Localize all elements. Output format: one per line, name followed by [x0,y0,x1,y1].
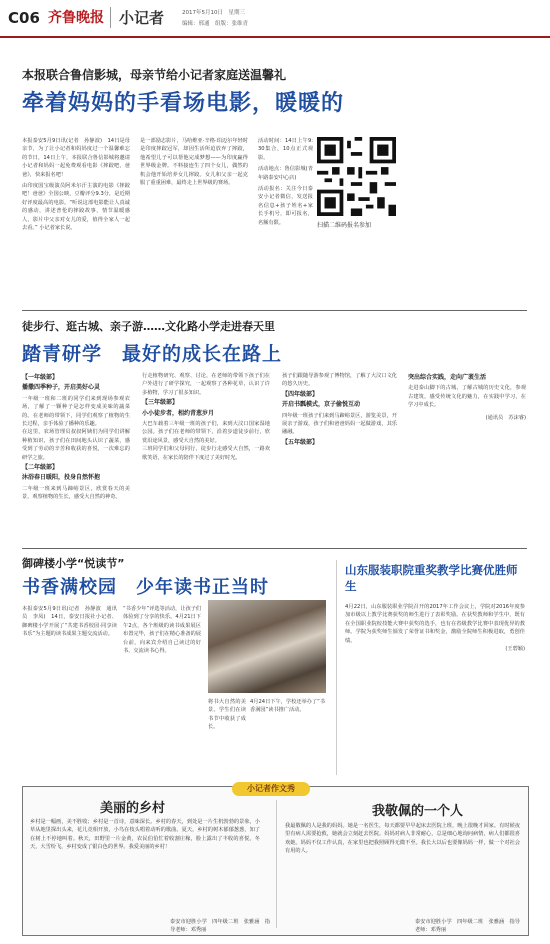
book-fair-photo [208,600,326,693]
grade-heading: 【五年级部】 [282,438,319,446]
column-rule [276,800,277,928]
story3-paragraph: “书香少年”评选等活动，让孩子们体验到了分享的快乐。4月21日下午2点，各个班级的读书成果展区布置完毕，孩子们在精心准备的展台前，向来宾介绍自己读过的好书，交流读书心得。 [123,606,201,655]
story2-paragraph: 行走植物研究、观察、讨论，在老师的带领下孩子们在户外进行了研学探究，一起观察了各种花草，认识了许多植物，学习了很多知识。 [142,373,270,396]
section-divider [22,548,527,549]
grade-heading: 【一年级部】 [22,374,59,381]
event-time: 活动时间：14日上午9:30集合，10点正式观影。 [258,138,313,161]
story3-caption: 4月24日下午，学校还举办了“书香满园”读书推广活动。 [250,699,325,714]
story2-paragraph: 二年级一班来到马蹄峪景区，欣赏春天的美景，观察植物的生长，感受大自然的神奇。 [22,485,130,501]
story1-column-1 [22,137,130,297]
story4-body [345,603,525,763]
essay1-author: 泰安市迎胜小学 四年级二班 张雅涵 指导老师：邓秀丽 [170,919,270,934]
grade-heading: 【二年级部】 [22,464,59,472]
column-rule [336,560,337,775]
story2-paragraph: 走进泰山脚下的古城，了解古城的历史文化，参观古建筑，感受传统文化的魅力，在实践中学习，在学习中成长。 [408,385,526,409]
story4-byline: (王碧颖) [505,646,525,653]
essay2-body: 我最敬佩的人是我的妈妈。她是一名医生，每天都要早早起床去医院上班，晚上很晚才回家。有时候夜里有病人需要抢救，她就会立刻赶去医院。妈妈对病人非常耐心，总是细心地询问病情，病人们都很喜欢她。妈妈不仅工作认真，在家里也把我照顾得无微不至。我长大以后也要像妈妈一样，做一个对社会有用的人。 [285,823,520,855]
grade-subheading: 播撒四季种子，开启美好心灵 [22,384,101,392]
essay1-body: 乡村是一幅画，美不胜收；乡村是一首诗，意味深长。乡村的春天，到处是一片生机勃勃的景象，小草从地里探出头来，花儿竞相开放，小鸟在枝头唱着动听的歌曲。夏天，乡村的树木郁郁葱葱，知了在树上不停地叫着。秋天，田野里一片金黄，农民伯伯忙着收割庄稼，脸上露出了丰收的喜悦。冬天，大雪纷飞，乡村变成了银白色的世界。我爱美丽的乡村！ [30,819,260,851]
story1-headline: 牵着妈妈的手看场电影，暖暖的 [22,91,345,116]
editor-credits: 编辑：邢通 组版：张维青 [182,21,249,27]
story3-paragraph: 本报泰安5月9日讯(记者 孙静波 通讯员 李凤) 14日，泰安日报社小记者、御碑楼小学开展了“共建书香校园·同享读书乐”为主题的读书成果主题交流活动。 [22,606,117,638]
grade-subheading: 沐浴春日暖阳，投身自然怀抱 [22,474,101,482]
story1-paragraph: 由印度国宝级演员阿米尔汗主演的电影《摔跤吧！爸爸》全国公映，豆瓣评分9.3分，是近期好评度最高的电影。“听说这部电影能让人真诚的感动，讲述普伦的摔跤故事，情节温暖感人，影片中父亲对女儿的爱，值得全家人一起去看。” 小记者家长说。 [22,183,130,232]
story1-column-3 [258,137,313,297]
story3-headline: 书香满校园 少年读书正当时 [22,577,269,598]
story3-column-2 [123,605,201,775]
section-divider [22,310,527,311]
story2-column-2 [142,372,270,537]
story4-paragraph: 4月22日，山东服装职业学院召开的2017年工作会议上，学院对2016年度参加市级以上教学比赛获奖的师生进行了表彰奖励。在获奖教师和学生中，既有在全国职业院校技能大赛中获奖的选手，也有在省级教学比赛中表现优异的教师。学院为获奖师生颁发了荣誉证书和奖金，激励全院师生积极进取，勇创佳绩。 [345,604,525,644]
page-number: C06 [8,9,40,27]
story4-headline: 山东服装职院重奖教学比赛优胜师生 [345,563,518,593]
story3-kicker: 御碑楼小学“悦读节” [22,557,125,570]
story2-paragraph: 一年级一班和二班的同学们来到现场参观农场，了解了一颗种子是怎样变成美味的蔬菜的。在老师的带领下，同学们观察了植物的生长过程，亲手体验了播种的乐趣。 [22,395,130,428]
qr-caption: 扫描二维码报名参加 [317,222,372,229]
section-title: 小记者 [110,7,164,28]
newspaper-logo: 齐鲁晚报 [48,10,104,26]
grade-heading: 【三年级部】 [142,399,179,407]
story2-byline: (通讯员 苏沫睿) [485,414,526,421]
grade-subheading: 突出综合实践，走向广袤生活 [408,374,487,381]
grade-subheading: 开启书瓢模式，京子偷悦互动 [282,401,361,409]
story2-paragraph: 三班同学们和父母同行，徒步行走感受大自然，一路欢歌笑语，在家长的陪伴下度过了美好时光。 [142,446,270,461]
story2-column-4 [408,372,526,537]
grade-subheading: 小小徒步者，相约青葱岁月 [142,409,215,417]
story2-paragraph: 四年级一班孩子们来到马蹄峪景区，游览美景，开展亲子游戏，孩子们和爸爸妈妈一起做游戏，其乐融融。 [282,412,397,436]
story1-lead: 本报泰安5月9日讯(记者 孙静波) 14日是母亲节，为了让小记者和妈妈度过一个温馨难忘的节日，14日上午，本报联合鲁信影城将邀请小记者和妈妈一起免费观看电影《摔跤吧，爸爸》，快来报名吧！ [22,138,130,178]
qr-code[interactable] [317,137,396,216]
qr-code-icon [317,137,396,216]
essay1-title: 美丽的乡村 [100,801,166,816]
story2-paragraph: 孩子们跟随导游参观了博物馆，了解了大汶口文化的悠久历史。 [282,373,397,388]
issue-date: 2017年5月10日 星期三 [182,10,245,16]
story2-headline: 踏青研学 最好的成长在路上 [22,343,283,365]
story2-column-3 [282,372,397,537]
story1-column-2 [140,137,248,297]
event-location: 活动地点：鲁信影城(青年路泰安中心店) [258,166,313,181]
story2-paragraph: 在这里，农场管理员叔叔阿姨们为同学们讲解种植知识，孩子们在田间地头认识了蔬菜，感受到了劳动的辛苦和收获的喜悦，一次难忘的研学之旅。 [22,429,130,461]
essay2-title: 我敬佩的一个人 [372,804,464,819]
story2-column-1 [22,372,130,537]
essay2-author: 泰安市迎胜小学 四年级二班 张雅涵 指导老师：邓秀丽 [415,919,520,934]
grade-heading: 【四年级部】 [282,390,319,398]
story1-kicker: 本报联合鲁信影城，母亲节给小记者家庭送温馨礼 [22,68,287,82]
story2-paragraph: 大巴车载着三年级一班的孩子们，来到大汶口国家湿地公园。孩子们在老师的带领下，沿着步道徒步前行，欣赏沿途风景，感受大自然的美好。 [142,421,270,444]
composition-badge: 小记者作文秀 [232,782,310,796]
event-signup: 活动报名：关注今日泰安小记者微信，发送报名信息+孩子姓名+家长手机号，即可报名，名额有限。 [258,186,313,226]
story3-column-1 [22,605,117,775]
story1-paragraph: 是一部励志影片，马哈维亚·辛格·珀迈尔年轻时是印度摔跤冠军，却因生活所迫放弃了摔跤，他希望儿子可以帮他完成梦想——为印度赢得世界级金牌。不料接连生了四个女儿，偶然的机会他开始培养女儿摔跤。女儿和父亲一起克服了重重困难，最终走上世界级的赛场。 [140,138,248,187]
story3-column-3: 将书大自然的美景。学生们在读书节中收获了成长。 [208,699,246,731]
story2-kicker: 徒步行、逛古城、亲子游……文化路小学走进春天里 [22,320,275,333]
